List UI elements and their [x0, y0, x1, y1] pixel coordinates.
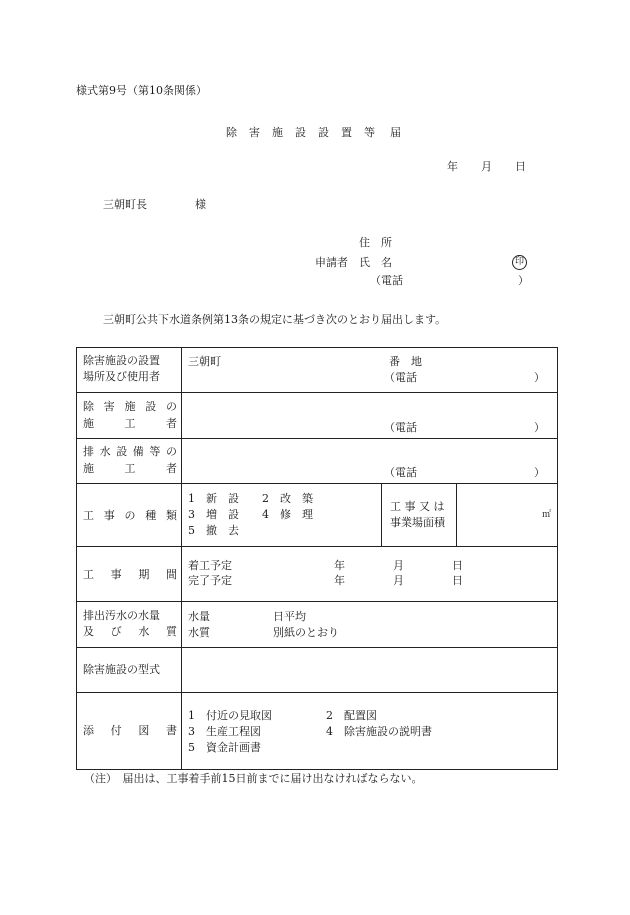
quality-label: 水質 [188, 626, 210, 639]
start-label: 着工予定 [188, 559, 232, 572]
attachment-item: 3 生産工程図 [188, 725, 261, 738]
label-line: 除 害 施 設 の [83, 400, 177, 413]
value-attachments [182, 693, 558, 770]
label-line: 添 付 図 書 [83, 724, 177, 737]
row-facility-contractor [77, 393, 558, 439]
phone-label: （電話 [370, 274, 403, 287]
title-char: 置 [341, 126, 352, 139]
name-label: 氏 名 [359, 256, 392, 269]
quality-note: 別紙のとおり [273, 626, 339, 639]
applicant-label: 申請者 [315, 256, 348, 269]
area-label-line: 事業場面積 [390, 516, 445, 529]
banchi-text: 番 地 [389, 355, 422, 368]
work-option[interactable]: 5 撤 去 [188, 524, 239, 537]
date-day: 日 [515, 160, 526, 173]
title-char: 設 [295, 126, 306, 139]
work-option[interactable]: 2 改 築 [262, 492, 313, 505]
form-table [76, 347, 558, 770]
row-discharge [77, 602, 558, 648]
attachment-item: 1 付近の見取図 [188, 709, 272, 722]
title-char: 害 [249, 126, 260, 139]
row-facility-type [77, 648, 558, 693]
phone-label: （電話 [384, 371, 417, 384]
value-period[interactable] [182, 547, 558, 602]
end-month: 月 [393, 574, 404, 587]
label-discharge [77, 602, 182, 648]
date-month: 月 [481, 160, 492, 173]
value-drainage-contractor[interactable] [182, 439, 558, 484]
row-work-type [77, 484, 558, 547]
date-year: 年 [447, 160, 458, 173]
seal-mark: 印 [512, 255, 527, 270]
work-option[interactable]: 4 修 理 [262, 508, 313, 521]
town-text: 三朝町 [188, 355, 221, 368]
label-area [382, 484, 457, 547]
row-attachments [77, 693, 558, 770]
value-location[interactable] [182, 348, 558, 393]
end-year: 年 [334, 574, 345, 587]
value-discharge[interactable] [182, 602, 558, 648]
label-line: 除害施設の設置 [83, 354, 160, 367]
value-area[interactable] [457, 484, 558, 547]
label-drainage-contractor [77, 439, 182, 484]
title-char: 等 [364, 126, 375, 139]
title-char: 施 [272, 126, 283, 139]
title-char: 除 [226, 126, 237, 139]
value-work-type[interactable] [182, 484, 382, 547]
form-number: 様式第9号（第10条関係） [76, 84, 207, 97]
address-label: 住 所 [359, 236, 392, 249]
attachment-item: 5 資金計画書 [188, 741, 261, 754]
addressee-honorific: 様 [195, 198, 206, 211]
label-line: 場所及び使用者 [83, 370, 160, 383]
value-facility-contractor[interactable] [182, 393, 558, 439]
label-line: 排出汚水の水量 [83, 609, 160, 622]
title-char: 届 [390, 126, 401, 139]
label-line: 排 水 設 備 等 の [83, 445, 177, 458]
value-facility-type[interactable] [182, 648, 558, 693]
phone-label: （電話 [384, 466, 417, 479]
attachment-item: 2 配置図 [326, 709, 377, 722]
end-label: 完了予定 [188, 574, 232, 587]
title-char: 設 [318, 126, 329, 139]
daily-average-label: 日平均 [273, 610, 306, 623]
work-option[interactable]: 3 増 設 [188, 508, 239, 521]
phone-close: ） [534, 466, 545, 479]
label-facility-contractor [77, 393, 182, 439]
label-line: 施 工 者 [83, 417, 177, 430]
label-line: 工 事 の 種 類 [83, 509, 177, 522]
label-line: 除害施設の型式 [83, 663, 160, 676]
phone-label: （電話 [384, 421, 417, 434]
attachment-item: 4 除害施設の説明書 [326, 725, 432, 738]
label-line: 及 び 水 質 [83, 625, 177, 638]
row-location [77, 348, 558, 393]
addressee-name: 三朝町長 [103, 198, 147, 211]
phone-close: ） [534, 371, 545, 384]
footnote: （注） 届出は、工事着手前15日前までに届け出なければならない。 [84, 772, 423, 785]
phone-close: ） [518, 274, 529, 287]
start-month: 月 [393, 559, 404, 572]
area-unit: ㎡ [542, 510, 552, 520]
volume-label: 水量 [188, 610, 210, 623]
label-attachments [77, 693, 182, 770]
end-day: 日 [452, 574, 463, 587]
start-year: 年 [334, 559, 345, 572]
work-option[interactable]: 1 新 設 [188, 492, 239, 505]
label-work-type [77, 484, 182, 547]
label-line: 施 工 者 [83, 462, 177, 475]
label-facility-type [77, 648, 182, 693]
row-period [77, 547, 558, 602]
area-label-line: 工 事 又 は [390, 500, 445, 513]
label-location [77, 348, 182, 393]
start-day: 日 [452, 559, 463, 572]
label-line: 工 事 期 間 [83, 568, 177, 581]
label-period [77, 547, 182, 602]
phone-close: ） [534, 421, 545, 434]
intro-text: 三朝町公共下水道条例第13条の規定に基づき次のとおり届出します。 [103, 313, 447, 326]
row-drainage-contractor [77, 439, 558, 484]
